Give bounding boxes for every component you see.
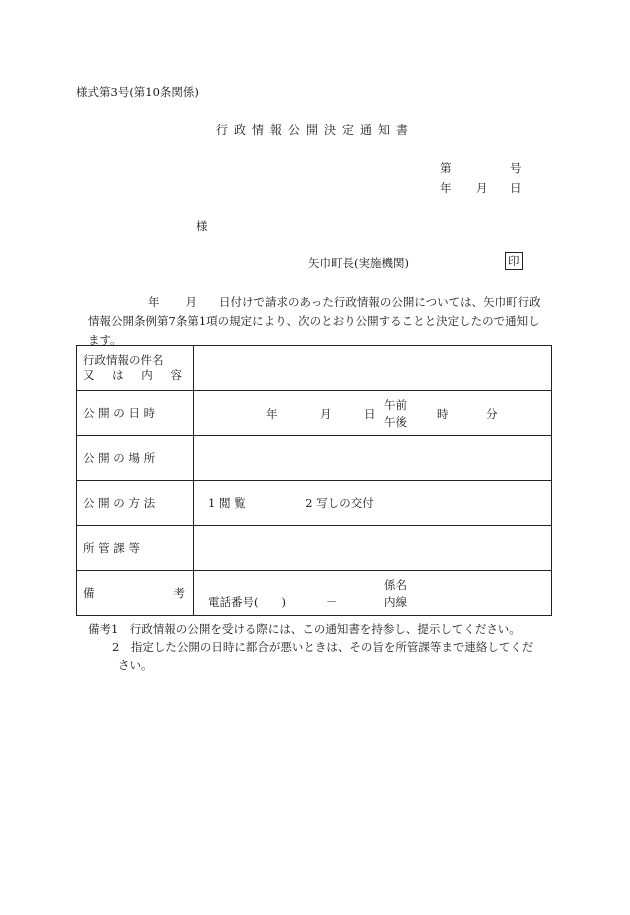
note-2: 2 指定した公開の日時に都合が悪いときは、その旨を所管課等まで連絡してくだ (112, 640, 534, 654)
datetime-year: 年 (266, 407, 278, 421)
datetime-hour: 時 (437, 407, 449, 421)
form-number: 様式第3号(第10条関係) (76, 85, 199, 99)
datetime-am: 午前 (384, 398, 407, 412)
body-year: 年 (148, 295, 160, 309)
date-day: 日 (510, 181, 522, 195)
place-value (194, 436, 552, 481)
notes (88, 620, 558, 674)
decision-table (76, 345, 552, 616)
extension-label: 内線 (384, 595, 407, 609)
phone-dash: － (326, 595, 338, 609)
remarks-label-right: 考 (173, 586, 185, 600)
table-row (77, 526, 552, 571)
table-row (77, 391, 552, 436)
number-suffix: 号 (510, 161, 522, 175)
document-title: 行政情報公開決定通知書 (215, 123, 414, 137)
remarks-label (77, 571, 194, 616)
method-label: 公 開 の 方 法 (77, 481, 194, 526)
note-1: 備考1 行政情報の公開を受ける際には、この通知書を持参し、提示してください。 (88, 622, 521, 636)
table-row (77, 436, 552, 481)
phone-number-label: 電話番号( ) (208, 595, 286, 609)
method-value (194, 481, 552, 526)
method-option-copy: 2 写しの交付 (305, 496, 374, 510)
body-line1: 日付けで請求のあった行政情報の公開については、矢巾町行政 (219, 295, 541, 309)
issuer: 矢巾町長(実施機関) (308, 256, 409, 270)
department-value (194, 526, 552, 571)
datetime-pm: 午後 (384, 415, 407, 429)
subject-label (77, 346, 194, 391)
datetime-value (194, 391, 552, 436)
body-month: 月 (185, 295, 197, 309)
datetime-minute: 分 (486, 407, 498, 421)
date-month: 月 (476, 181, 488, 195)
number-prefix: 第 (440, 161, 452, 175)
remarks-label-left: 備 (83, 586, 95, 600)
date-year: 年 (440, 181, 452, 195)
datetime-month: 月 (320, 407, 332, 421)
table-row (77, 481, 552, 526)
datetime-day: 日 (364, 407, 376, 421)
place-label: 公 開 の 場 所 (77, 436, 194, 481)
note-2-continued: さい。 (118, 658, 153, 672)
subject-label-line1: 行政情報の件名 (83, 353, 164, 367)
subject-label-line2: 又 は 内 容 (83, 368, 189, 382)
subject-value (194, 346, 552, 391)
addressee-suffix: 様 (196, 219, 208, 233)
remarks-value (194, 571, 552, 616)
datetime-label: 公 開 の 日 時 (77, 391, 194, 436)
section-name-label: 係名 (384, 578, 407, 592)
department-label: 所 管 課 等 (77, 526, 194, 571)
table-row (77, 571, 552, 616)
body-text (88, 293, 556, 350)
body-line3: ます。 (88, 333, 122, 347)
seal-mark: 印 (505, 252, 523, 270)
method-option-view: 1 閲 覧 (208, 496, 246, 510)
table-row (77, 346, 552, 391)
body-line2: 情報公開条例第7条第1項の規定により、次のとおり公開することと決定したので通知し (88, 314, 540, 328)
